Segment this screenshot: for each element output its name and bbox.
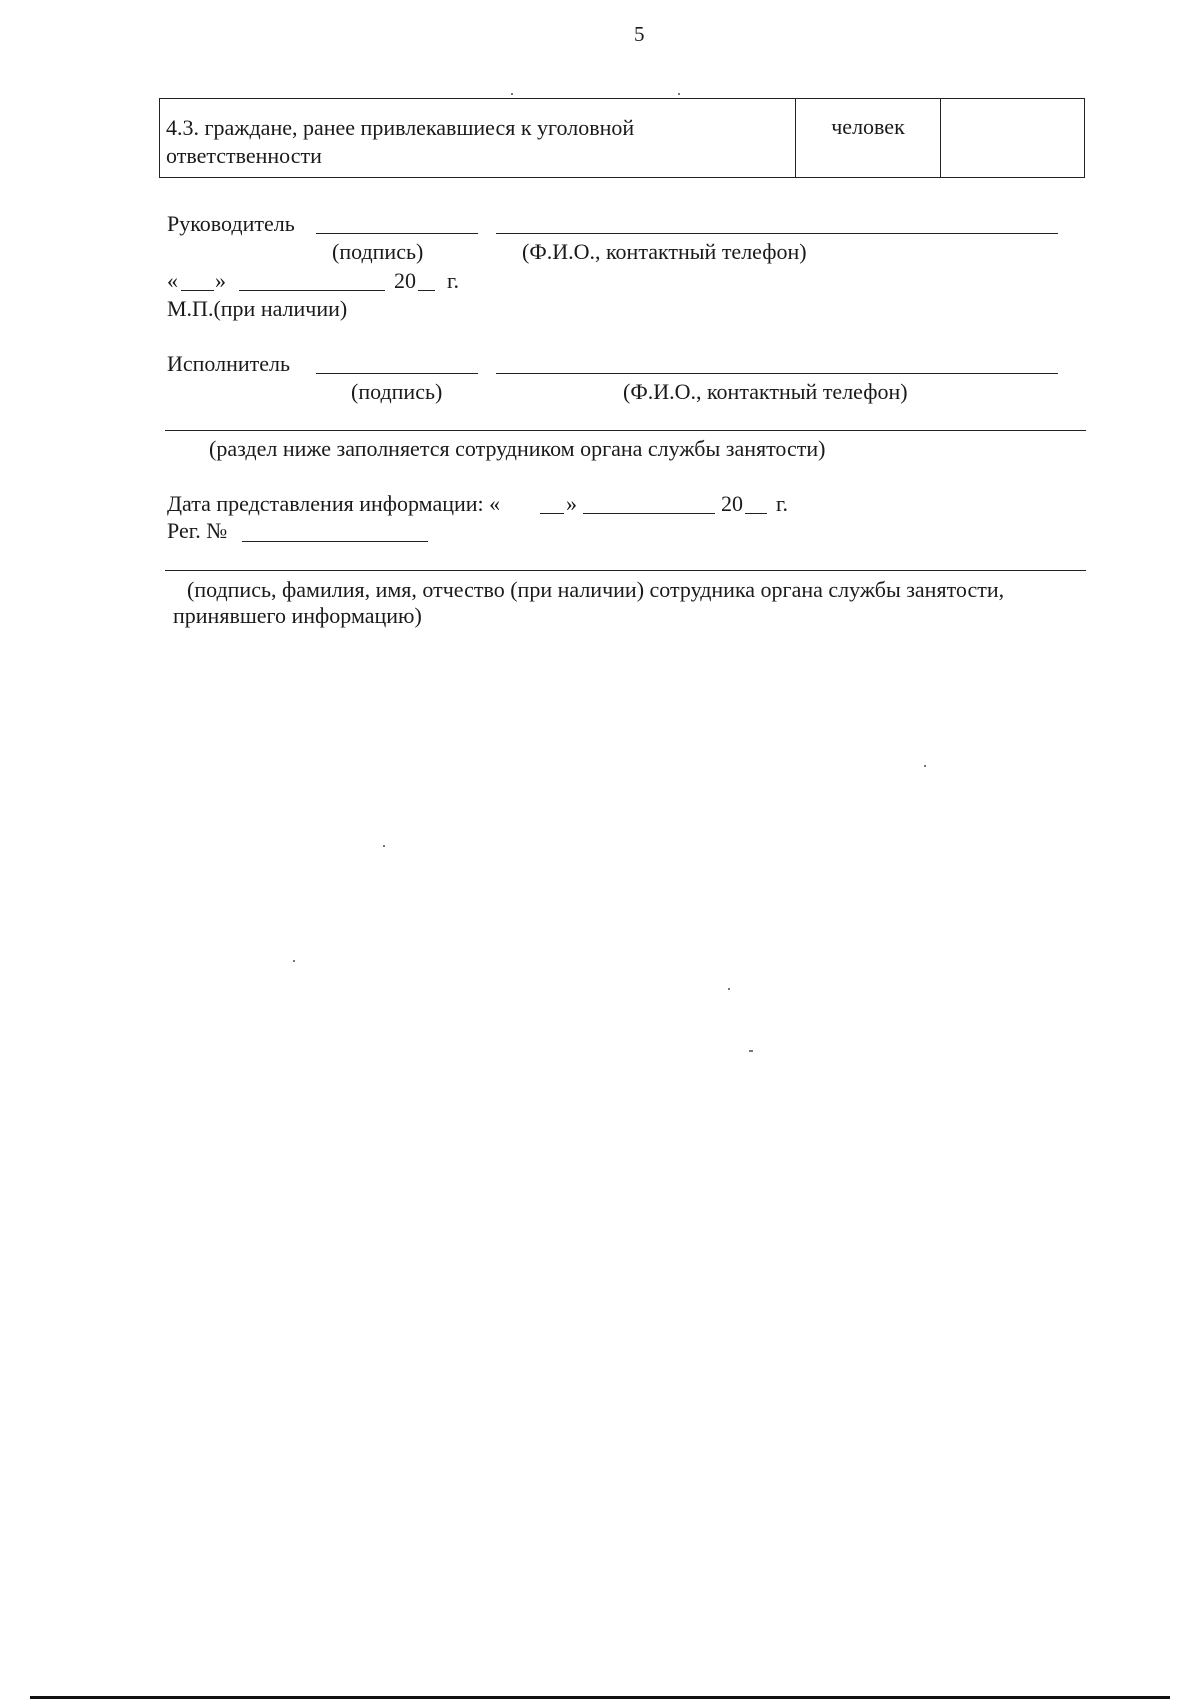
scan-speck <box>383 845 385 847</box>
official-signature-line[interactable] <box>165 570 1086 571</box>
section-divider <box>165 430 1086 431</box>
scan-speck <box>293 960 295 962</box>
page-number: 5 <box>634 22 645 46</box>
scan-bottom-edge <box>30 1696 1170 1699</box>
data-table <box>159 98 1085 178</box>
head-label: Руководитель <box>167 211 295 236</box>
head-date-close: » <box>215 268 226 293</box>
scan-speck <box>749 1050 753 1052</box>
head-year-suffix: г. <box>447 268 460 293</box>
table-value-cell[interactable] <box>941 99 1084 177</box>
head-date-open: « <box>167 268 178 293</box>
official-caption-line1: (подпись, фамилия, имя, отчество (при наличии) сотрудника органа службы занятости, <box>187 577 1005 602</box>
submission-date-label: Дата представления информации: « <box>167 491 501 516</box>
submission-day-line[interactable] <box>540 513 564 514</box>
scan-speck <box>728 988 730 990</box>
submission-month-line[interactable] <box>583 513 715 514</box>
submission-year-prefix: 20 <box>721 491 743 516</box>
scan-speck <box>924 765 926 767</box>
head-month-line[interactable] <box>239 290 385 291</box>
submission-year-suffix: г. <box>776 491 789 516</box>
head-year-line[interactable] <box>418 290 435 291</box>
seal-label: М.П.(при наличии) <box>167 296 348 321</box>
submission-year-line[interactable] <box>745 513 767 514</box>
executor-name-caption: (Ф.И.О., контактный телефон) <box>623 379 908 404</box>
table-row-label: 4.3. граждане, ранее привлекавшиеся к уголовной ответственности <box>160 99 796 177</box>
table-unit: человек <box>796 99 941 177</box>
scan-speck <box>678 93 680 95</box>
head-day-line[interactable] <box>181 290 214 291</box>
head-name-line[interactable] <box>496 233 1058 234</box>
head-signature-caption: (подпись) <box>332 239 424 264</box>
executor-label: Исполнитель <box>167 351 291 376</box>
head-signature-line[interactable] <box>316 233 478 234</box>
reg-number-line[interactable] <box>242 541 428 542</box>
reg-number-label: Рег. № <box>167 518 228 543</box>
executor-signature-line[interactable] <box>316 373 478 374</box>
official-caption-line2: принявшего информацию) <box>173 603 422 628</box>
section-note: (раздел ниже заполняется сотрудником органа службы занятости) <box>209 436 826 461</box>
scan-speck <box>511 93 513 95</box>
executor-name-line[interactable] <box>496 373 1058 374</box>
executor-signature-caption: (подпись) <box>351 379 443 404</box>
submission-date-close: » <box>566 491 577 516</box>
head-year-prefix: 20 <box>394 268 416 293</box>
head-name-caption: (Ф.И.О., контактный телефон) <box>522 239 807 264</box>
